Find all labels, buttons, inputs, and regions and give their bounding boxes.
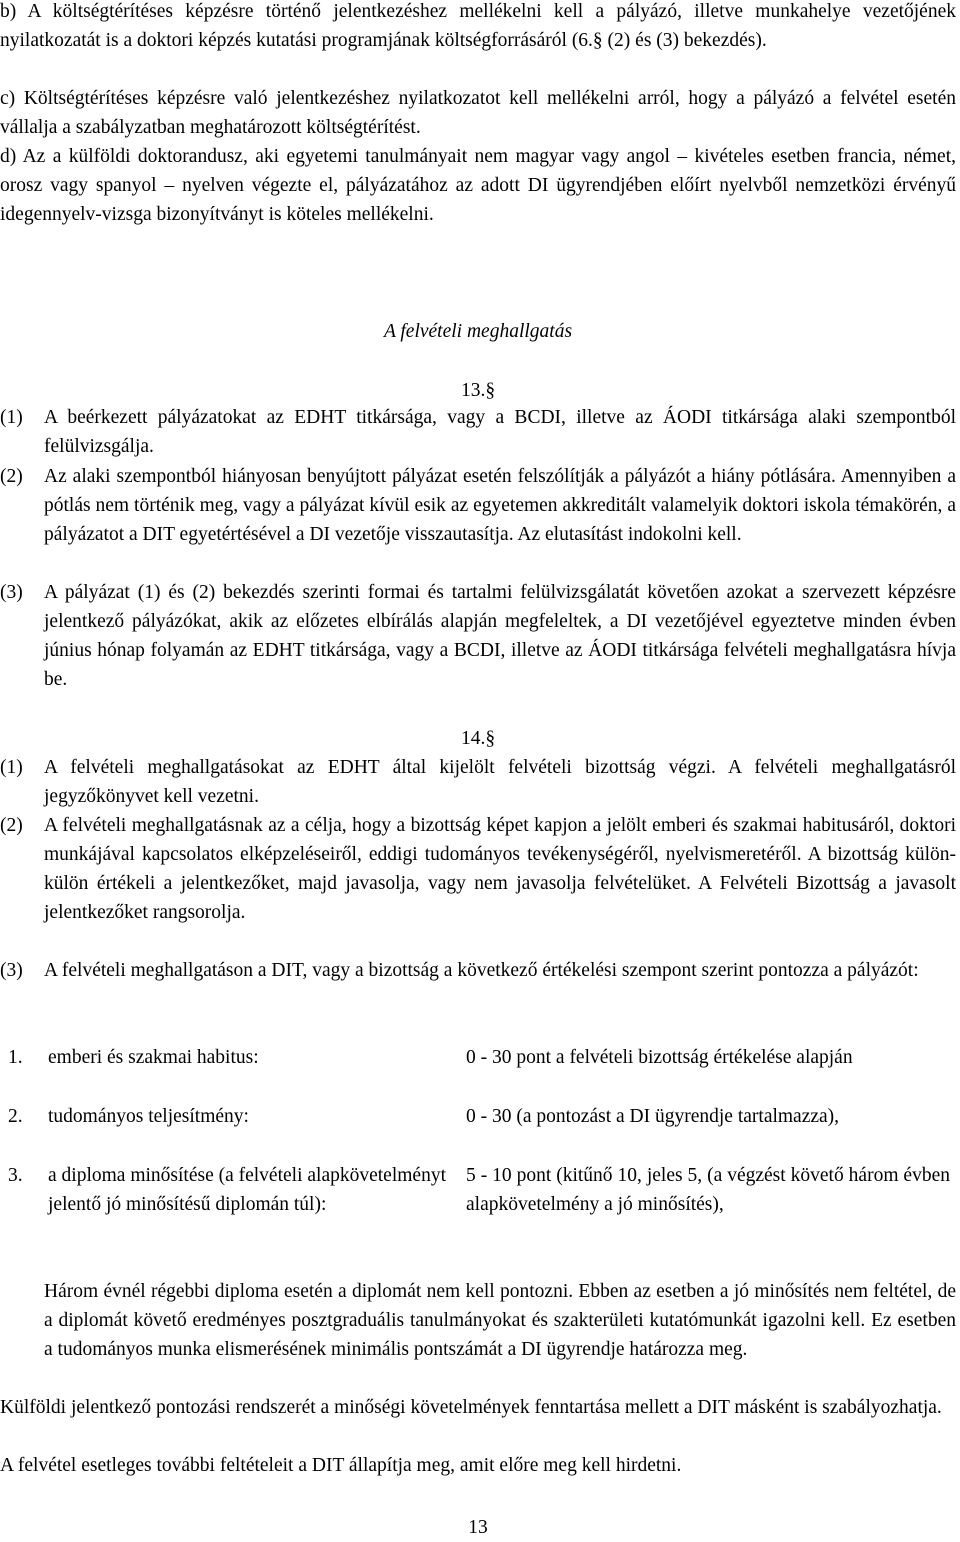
item-text: A felvételi meghallgatáson a DIT, vagy a bizottság a következő értékelési szempont szerint pontozza a pályázót: bbox=[44, 960, 919, 981]
paragraph-d-text: d) Az a külföldi doktorandusz, aki egyetemi tanulmányait nem magyar vagy angol – kivételes esetben francia, német, orosz vagy spanyol – nyelven végezte el, pályázatához az adott DI ügyrendjében előírt nyelvből nemzetközi érvényű idegennyelv-vizsga bizonyítványt is köteles mellékelni. bbox=[0, 146, 956, 225]
item-text: A felvételi meghallgatásokat az EDHT által kijelölt felvételi bizottság végzi. A felvételi meghallgatásról jegyzőkönyvet kell vezetni. bbox=[44, 757, 956, 807]
criteria-score: 5 - 10 pont (kitűnő 10, jeles 5, (a végzést követő három évben alapkövetelmény a jó minősítés), bbox=[466, 1165, 950, 1215]
paragraph-b bbox=[0, 0, 956, 55]
sec14-item-3 bbox=[0, 956, 956, 985]
sec13-item-1 bbox=[0, 403, 956, 461]
criteria-name: tudományos teljesítmény: bbox=[48, 1106, 249, 1127]
item-label: (2) bbox=[0, 815, 23, 836]
criteria-name: a diploma minősítése (a felvételi alapkövetelményt jelentő jó minősítésű diplomán túl): bbox=[48, 1165, 446, 1215]
item-label: (3) bbox=[0, 960, 23, 981]
note-foreign-applicant: Külföldi jelentkező pontozási rendszerét a minőségi követelmények fenntartása mellett a DIT másként is szabályozhatja. bbox=[0, 1397, 942, 1418]
criteria-number: 1. bbox=[8, 1047, 23, 1068]
sec13-item-2 bbox=[0, 462, 956, 549]
criteria-name: emberi és szakmai habitus: bbox=[48, 1047, 259, 1068]
item-label: (2) bbox=[0, 466, 23, 487]
note-further-conditions: A felvétel esetleges további feltételeit a DIT állapítja meg, amit előre meg kell hirdetni. bbox=[0, 1455, 682, 1476]
page-number: 13 bbox=[468, 1517, 488, 1538]
item-label: (1) bbox=[0, 407, 23, 428]
item-text: Az alaki szempontból hiányosan benyújtott pályázat esetén felszólítják a pályázót a hiány pótlására. Amennyiben a pótlás nem történik meg, vagy a pályázat kívül esik az egyetemen akkreditált valamelyik doktori iskola témakörén, a pályázatot a DIT egyetértésével a DI vezetője visszautasítja. Az elutasítást indokolni kell. bbox=[44, 466, 956, 545]
item-text: A pályázat (1) és (2) bekezdés szerinti formai és tartalmi felülvizsgálatát követően azokat a szervezett képzésre jelentkező pályázókat, akik az előzetes elbírálás alapján megfeleltek, a DI vezetőjével egyeztetve minden évben június hónap folyamán az EDHT titkársága, vagy a BCDI, illetve az ÁODI titkársága felvételi meghallgatásra hívja be. bbox=[44, 582, 956, 690]
paragraph-d bbox=[0, 142, 956, 229]
item-text: A beérkezett pályázatokat az EDHT titkársága, vagy a BCDI, illetve az ÁODI titkársága alaki szempontból felülvizsgálja. bbox=[44, 407, 956, 457]
criteria-score: 0 - 30 pont a felvételi bizottság értékelése alapján bbox=[466, 1047, 853, 1068]
sec14-item-2 bbox=[0, 811, 956, 927]
criteria-number: 3. bbox=[8, 1165, 23, 1186]
item-label: (3) bbox=[0, 582, 23, 603]
note-old-diploma: Három évnél régebbi diploma esetén a diplomát nem kell pontozni. Ebben az esetben a jó minősítés nem feltétel, de a diplomát követő eredményes posztgraduális tanulmányokat és szakterületi kutatómunkát igazolni kell. Ez esetben a tudományos munka elismerésének minimális pontszámát a DI ügyrendje határozza meg. bbox=[44, 1281, 956, 1360]
criteria-number: 2. bbox=[8, 1106, 23, 1127]
section-14-heading: 14.§ bbox=[460, 728, 496, 749]
criteria-score: 0 - 30 (a pontozást a DI ügyrendje tartalmazza), bbox=[466, 1106, 840, 1127]
sec14-item-1 bbox=[0, 753, 956, 811]
item-label: (1) bbox=[0, 757, 23, 778]
paragraph-c bbox=[0, 84, 956, 142]
section-13-heading: 13.§ bbox=[460, 380, 496, 401]
paragraph-b-text: b) A költségtérítéses képzésre történő jelentkezéshez mellékelni kell a pályázó, illetve munkahelye vezetőjének nyilatkozatát is a doktori képzés kutatási programjának költségforrásáról (6.§ (2) és (3) bekezdés). bbox=[0, 1, 956, 51]
paragraph-c-text: c) Költségtérítéses képzésre való jelentkezéshez nyilatkozatot kell mellékelni arról, hogy a pályázó a felvétel esetén vállalja a szabályzatban meghatározott költségtérítést. bbox=[0, 88, 956, 138]
sec13-item-3 bbox=[0, 578, 956, 694]
item-text: A felvételi meghallgatásnak az a célja, hogy a bizottság képet kapjon a jelölt emberi és szakmai habitusáról, doktori munkájával kapcsolatos elképzeléseiről, eddigi tudományos tevékenységéről, nyelvismeretéről. A bizottság külön-külön értékeli a jelentkezőket, majd javasolja, vagy nem javasolja felvételüket. A Felvételi Bizottság a javasolt jelentkezőket rangsorolja. bbox=[44, 815, 956, 923]
section-title: A felvételi meghallgatás bbox=[383, 321, 573, 342]
